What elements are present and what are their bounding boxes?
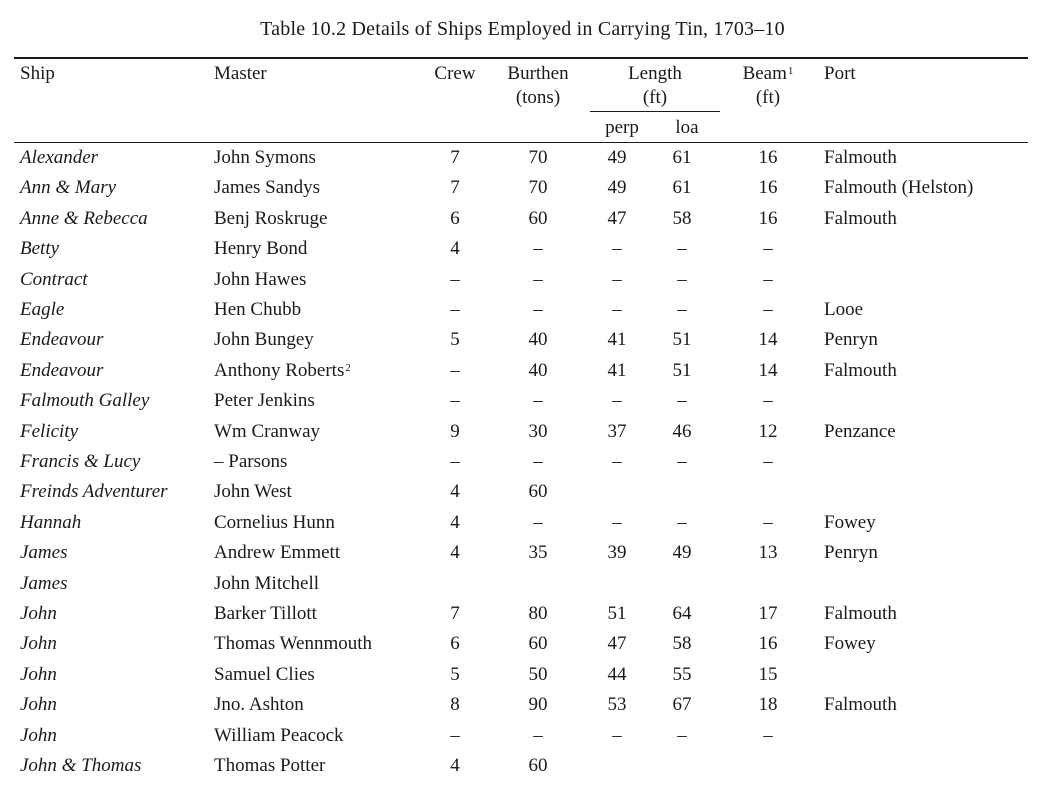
cell-master: John Hawes: [214, 268, 307, 290]
cell-ship: Contract: [20, 268, 88, 290]
cell-burthen: –: [533, 268, 543, 290]
cell-beam: 16: [758, 177, 778, 199]
cell-perp: 47: [607, 207, 627, 229]
cell-beam: 15: [758, 663, 778, 685]
cell-loa: 46: [672, 420, 692, 442]
cell-loa: 67: [672, 694, 692, 716]
cell-perp: 53: [607, 694, 627, 716]
cell-crew: 8: [450, 694, 460, 716]
cell-loa: 58: [672, 207, 692, 229]
header-perp: perp: [605, 117, 639, 138]
cell-ship: Felicity: [20, 420, 79, 442]
cell-loa: –: [677, 511, 687, 533]
cell-beam: 12: [758, 420, 778, 442]
cell-port: Penzance: [824, 420, 896, 442]
cell-burthen: 90: [528, 694, 548, 716]
table-row: [0, 417, 1045, 447]
table-row: [0, 325, 1045, 355]
cell-loa: 55: [672, 663, 692, 685]
cell-port: Falmouth: [824, 147, 897, 168]
header-beam-unit: (ft): [755, 87, 781, 108]
cell-port: Falmouth: [824, 603, 897, 624]
cell-ship: Ann & Mary: [20, 177, 117, 199]
header-ship: Ship: [20, 63, 55, 84]
cell-crew: 4: [450, 238, 460, 260]
table-row: [0, 629, 1045, 659]
cell-ship: Freinds Adventurer: [20, 481, 168, 503]
cell-master: John Symons: [214, 147, 316, 168]
table-row: [0, 751, 1045, 781]
length-span-rule: [590, 111, 720, 112]
header-beam-label: Beam: [742, 63, 787, 84]
cell-crew: 5: [450, 329, 460, 351]
cell-crew: 7: [450, 147, 460, 168]
cell-loa: 51: [672, 359, 692, 381]
cell-ship: Betty: [20, 238, 60, 260]
table-row: [0, 295, 1045, 325]
cell-port: Penryn: [824, 542, 878, 564]
header-length-unit: (ft): [642, 87, 668, 108]
cell-burthen: 60: [528, 481, 548, 503]
cell-loa: 51: [672, 329, 692, 351]
cell-loa: –: [677, 390, 687, 412]
cell-burthen: 60: [528, 207, 548, 229]
table-row: [0, 173, 1045, 203]
cell-burthen: 30: [528, 420, 548, 442]
cell-ship: Falmouth Galley: [20, 390, 150, 412]
cell-port: Penryn: [824, 329, 878, 351]
table-row: [0, 386, 1045, 416]
cell-ship: John: [20, 694, 57, 716]
cell-beam: 13: [758, 542, 778, 564]
cell-master: Jno. Ashton: [214, 694, 304, 716]
cell-perp: 49: [607, 147, 627, 168]
cell-master: Samuel Clies: [214, 663, 315, 685]
table-row: [0, 265, 1045, 295]
cell-beam: 17: [758, 603, 778, 624]
cell-perp: –: [612, 238, 622, 260]
table-row: [0, 356, 1045, 386]
cell-master: John Mitchell: [214, 572, 320, 594]
cell-loa: –: [677, 299, 687, 320]
cell-crew: 6: [450, 207, 460, 229]
cell-master: Peter Jenkins: [214, 390, 315, 412]
cell-port: Falmouth: [824, 359, 897, 381]
cell-burthen: –: [533, 451, 543, 472]
cell-perp: 44: [607, 663, 627, 685]
cell-burthen: 70: [528, 177, 548, 199]
table-row: [0, 508, 1045, 538]
table-row: [0, 721, 1045, 751]
cell-port: Falmouth (Helston): [824, 177, 974, 199]
cell-perp: 37: [607, 420, 627, 442]
cell-crew: 4: [450, 755, 460, 776]
cell-ship: Eagle: [20, 299, 65, 320]
table-caption: Table 10.2 Details of Ships Employed in Carrying Tin, 1703–10: [260, 18, 785, 40]
cell-perp: –: [612, 724, 622, 746]
cell-master: Wm Cranway: [214, 420, 321, 442]
cell-master: Hen Chubb: [214, 299, 302, 320]
table-row: [0, 447, 1045, 477]
cell-ship: Endeavour: [20, 359, 104, 381]
cell-beam: 16: [758, 207, 778, 229]
cell-burthen: –: [533, 390, 543, 412]
cell-loa: –: [677, 451, 687, 472]
cell-burthen: 70: [528, 147, 548, 168]
cell-crew: 4: [450, 542, 460, 564]
cell-loa: 49: [672, 542, 692, 564]
cell-perp: –: [612, 451, 622, 472]
table-row: [0, 538, 1045, 568]
cell-master: Benj Roskruge: [214, 207, 328, 229]
cell-crew: –: [450, 390, 460, 412]
top-rule: [14, 57, 1028, 59]
cell-perp: –: [612, 511, 622, 533]
cell-crew: 6: [450, 633, 460, 655]
cell-burthen: 60: [528, 755, 548, 776]
cell-crew: –: [450, 724, 460, 746]
cell-ship: Alexander: [20, 147, 99, 168]
cell-beam: –: [763, 238, 773, 260]
table-row: [0, 143, 1045, 173]
cell-beam: 16: [758, 633, 778, 655]
cell-ship: Hannah: [20, 511, 82, 533]
header-burthen: Burthen: [507, 63, 569, 84]
cell-master: Barker Tillott: [214, 603, 317, 624]
cell-loa: 64: [672, 603, 692, 624]
cell-master: Anthony Roberts$^2$: [214, 359, 351, 381]
header-length: Length: [628, 63, 682, 84]
cell-ship: John: [20, 633, 57, 655]
cell-perp: –: [612, 299, 622, 320]
cell-crew: –: [450, 268, 460, 290]
cell-master: William Peacock: [214, 724, 344, 746]
cell-perp: 41: [607, 329, 627, 351]
cell-crew: 4: [450, 511, 460, 533]
cell-port: Looe: [824, 299, 864, 320]
cell-ship: John: [20, 663, 57, 685]
beam-footnote-marker: 1: [787, 65, 794, 77]
cell-burthen: 60: [528, 633, 548, 655]
cell-burthen: –: [533, 724, 543, 746]
table-row: [0, 690, 1045, 720]
cell-perp: –: [612, 268, 622, 290]
cell-ship: John: [20, 603, 57, 624]
cell-beam: –: [763, 299, 773, 320]
cell-beam: –: [763, 390, 773, 412]
cell-crew: 5: [450, 663, 460, 685]
cell-perp: 49: [607, 177, 627, 199]
cell-master: James Sandys: [214, 177, 321, 199]
cell-beam: –: [763, 268, 773, 290]
table-row: [0, 477, 1045, 507]
cell-burthen: 40: [528, 329, 548, 351]
header-burthen-unit: (tons): [515, 87, 561, 108]
cell-loa: –: [677, 238, 687, 260]
table-row: [0, 204, 1045, 234]
cell-crew: 7: [450, 177, 460, 199]
cell-beam: 18: [758, 694, 778, 716]
cell-beam: 14: [758, 329, 778, 351]
cell-beam: 14: [758, 359, 778, 381]
cell-master: Cornelius Hunn: [214, 511, 335, 533]
cell-ship: James: [20, 542, 68, 564]
cell-perp: 47: [607, 633, 627, 655]
cell-port: Fowey: [824, 633, 876, 655]
cell-master: Andrew Emmett: [214, 542, 341, 564]
header-loa: loa: [675, 117, 699, 138]
cell-master: John Bungey: [214, 329, 314, 351]
cell-loa: –: [677, 268, 687, 290]
cell-loa: 61: [672, 147, 692, 168]
cell-loa: 61: [672, 177, 692, 199]
master-footnote-marker: 2: [345, 361, 351, 374]
cell-ship: Anne & Rebecca: [20, 207, 148, 229]
cell-ship: Francis & Lucy: [20, 451, 141, 472]
cell-burthen: 40: [528, 359, 548, 381]
cell-burthen: 50: [528, 663, 548, 685]
cell-beam: –: [763, 511, 773, 533]
cell-port: Falmouth: [824, 207, 897, 229]
cell-ship: James: [20, 572, 68, 594]
cell-crew: –: [450, 359, 460, 381]
cell-crew: 9: [450, 420, 460, 442]
cell-perp: –: [612, 390, 622, 412]
cell-crew: 7: [450, 603, 460, 624]
cell-loa: 58: [672, 633, 692, 655]
cell-master: John West: [214, 481, 292, 503]
cell-perp: 39: [607, 542, 627, 564]
cell-burthen: –: [533, 238, 543, 260]
cell-beam: 16: [758, 147, 778, 168]
header-crew: Crew: [434, 63, 476, 84]
table-row: [0, 234, 1045, 264]
cell-port: Fowey: [824, 511, 876, 533]
cell-burthen: –: [533, 511, 543, 533]
cell-master: – Parsons: [214, 451, 288, 472]
cell-master: Henry Bond: [214, 238, 308, 260]
cell-ship: Endeavour: [20, 329, 104, 351]
cell-crew: 4: [450, 481, 460, 503]
table-row: [0, 569, 1045, 599]
header-master: Master: [214, 63, 267, 84]
table-row: [0, 599, 1045, 629]
cell-burthen: 35: [528, 542, 548, 564]
cell-perp: 51: [607, 603, 627, 624]
cell-crew: –: [450, 451, 460, 472]
cell-master: Thomas Potter: [214, 755, 326, 776]
cell-ship: John: [20, 724, 57, 746]
cell-port: Falmouth: [824, 694, 897, 716]
cell-crew: –: [450, 299, 460, 320]
cell-burthen: 80: [528, 603, 548, 624]
cell-loa: –: [677, 724, 687, 746]
header-port: Port: [824, 63, 856, 84]
header-beam: [735, 62, 801, 86]
cell-ship: John & Thomas: [20, 755, 142, 776]
table-row: [0, 660, 1045, 690]
cell-burthen: –: [533, 299, 543, 320]
cell-perp: 41: [607, 359, 627, 381]
cell-beam: –: [763, 451, 773, 472]
cell-master: Thomas Wennmouth: [214, 633, 373, 655]
cell-beam: –: [763, 724, 773, 746]
